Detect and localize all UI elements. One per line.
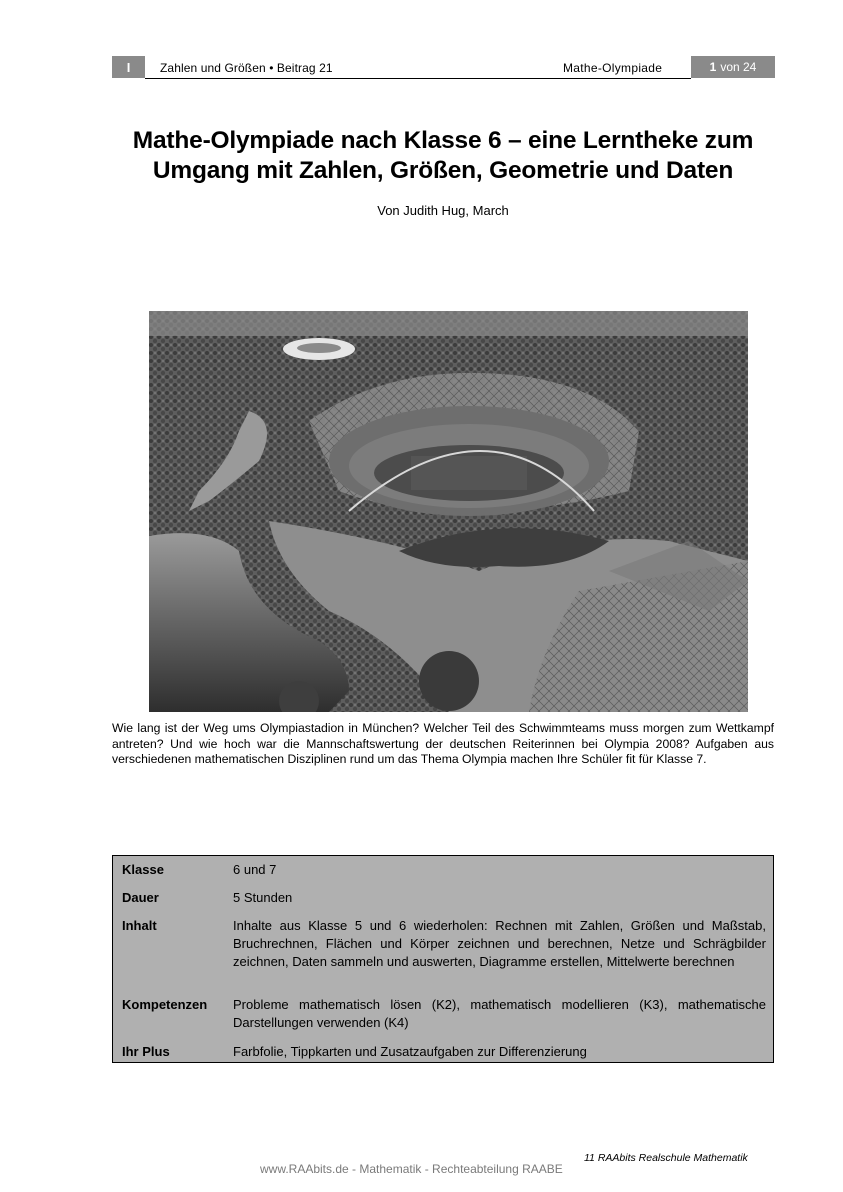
info-label: Inhalt bbox=[122, 918, 157, 933]
stadium-photo bbox=[149, 311, 748, 712]
info-value: Farbfolie, Tippkarten und Zusatzaufgaben zur Differenzierung bbox=[233, 1044, 587, 1059]
document-title bbox=[100, 126, 786, 186]
author-line: Von Judith Hug, March bbox=[377, 203, 509, 218]
footer-site-link[interactable]: www.RAAbits.de - Mathematik - Rechteabteilung RAABE bbox=[260, 1162, 563, 1176]
intro-paragraph: Wie lang ist der Weg ums Olympiastadion in München? Welcher Teil des Schwimmteams muss morgen zum Wettkampf antreten? Und wie hoch war die Mannschaftswertung der deutschen Reiterinnen bei Olympia 2008? Aufgaben aus verschiedenen mathematischen Disziplinen rund um das Thema Olympia machen Ihre Schüler fit für Klasse 7. bbox=[112, 721, 774, 766]
info-value: 6 und 7 bbox=[233, 862, 277, 877]
info-value: 5 Stunden bbox=[233, 890, 293, 905]
info-label: Dauer bbox=[122, 890, 159, 905]
title-line-1: Mathe-Olympiade nach Klasse 6 – eine Lerntheke zum bbox=[132, 127, 754, 154]
info-value: Probleme mathematisch lösen (K2), mathematisch modellieren (K3), mathematische Darstellungen verwenden (K4) bbox=[233, 997, 766, 1030]
header-topic: Mathe-Olympiade bbox=[563, 61, 663, 75]
info-value: Inhalte aus Klasse 5 und 6 wiederholen: Rechnen mit Zahlen, Größen und Maßstab, Bruchrechnen, Flächen und Körper zeichnen und berechnen, Netze und Schrägbilder zeichnen, Daten sammeln und auswerten, Diagramme erstellen, Mittelwerte berechnen bbox=[233, 918, 766, 969]
info-table bbox=[112, 855, 774, 1063]
header-rule bbox=[145, 78, 691, 79]
publication-note: 11 RAAbits Realschule Mathematik bbox=[584, 1152, 748, 1164]
page-number: 1 bbox=[709, 60, 717, 74]
info-label: Klasse bbox=[122, 862, 164, 877]
info-label: Kompetenzen bbox=[122, 997, 208, 1012]
section-marker: I bbox=[126, 59, 131, 75]
page-indicator bbox=[691, 56, 775, 78]
page-total: von 24 bbox=[720, 60, 757, 74]
section-marker-box bbox=[112, 56, 145, 78]
info-label: Ihr Plus bbox=[122, 1044, 170, 1059]
title-line-2: Umgang mit Zahlen, Größen, Geometrie und Daten bbox=[152, 157, 734, 184]
stadium-photo-graphic bbox=[149, 311, 748, 712]
header-series: Zahlen und Größen • Beitrag 21 bbox=[160, 61, 333, 75]
